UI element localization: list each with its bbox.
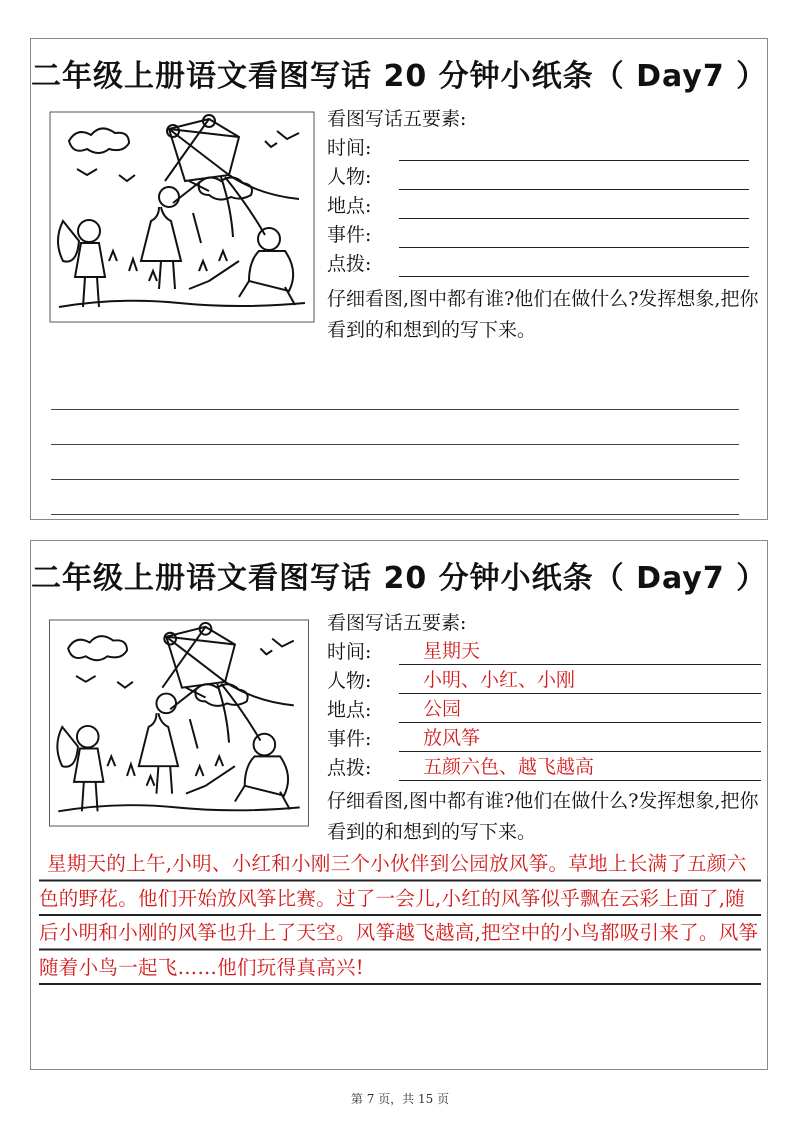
worksheet-title: 二年级上册语文看图写话 20 分钟小纸条（ Day7 ） [31, 59, 768, 94]
field-people[interactable] [327, 667, 576, 696]
field-label: 时间: [327, 137, 372, 159]
kite-flying-illustration [49, 111, 315, 323]
field-label: 地点: [327, 195, 372, 217]
field-place[interactable] [327, 696, 466, 725]
answer-line [399, 218, 749, 219]
kite-flying-illustration [45, 619, 313, 827]
field-value: 小明、小红、小刚 [423, 669, 576, 691]
writing-prompt: 仔细看图,图中都有谁?他们在做什么?发挥想象,把你看到的和想到的写下来。 [327, 288, 759, 341]
field-place[interactable] [327, 192, 466, 221]
elements-heading: 看图写话五要素: [327, 612, 467, 634]
page-number: 第 7 页，共 15 页 [350, 1092, 450, 1106]
writing-prompt: 仔细看图,图中都有谁?他们在做什么?发挥想象,把你看到的和想到的写下来。 [327, 790, 759, 843]
writing-line [51, 480, 739, 515]
answer-line [399, 247, 749, 248]
field-label: 点拨: [327, 757, 372, 779]
illustration-svg [49, 111, 315, 323]
field-label: 地点: [327, 699, 372, 721]
writing-line [51, 410, 739, 445]
field-hint[interactable] [327, 250, 466, 279]
sample-essay: 星期天的上午,小明、小红和小刚三个小伙伴到公园放风筝。草地上长满了五颜六色的野花。他们开始放风筝比赛。过了一会儿,小红的风筝似乎飘在云彩上面了,随后小明和小刚的风筝也升上了天空。风筝越飞越高,把空中的小鸟都吸引来了。风筝随着小鸟一起飞……他们玩得真高兴! [39, 847, 761, 985]
field-value: 公园 [423, 698, 462, 720]
field-label: 事件: [327, 728, 372, 750]
field-value: 五颜六色、越飞越高 [423, 756, 595, 778]
five-elements-form [327, 609, 595, 783]
field-event[interactable] [327, 725, 481, 754]
field-label: 时间: [327, 641, 372, 663]
worksheet-title: 二年级上册语文看图写话 20 分钟小纸条（ Day7 ） [31, 561, 768, 596]
answer-line [399, 189, 749, 190]
field-label: 人物: [327, 670, 372, 692]
field-label: 事件: [327, 224, 372, 246]
field-people[interactable] [327, 163, 466, 192]
field-time[interactable] [327, 134, 466, 163]
five-elements-form [327, 105, 466, 279]
field-event[interactable] [327, 221, 466, 250]
field-hint[interactable] [327, 754, 595, 783]
writing-line [51, 445, 739, 480]
worksheet-card-answered [30, 540, 768, 1070]
answer-line [399, 276, 749, 277]
answer-line [399, 160, 749, 161]
elements-heading: 看图写话五要素: [327, 108, 467, 130]
field-value: 星期天 [423, 640, 481, 662]
field-time[interactable] [327, 638, 481, 667]
worksheet-card-blank [30, 38, 768, 520]
writing-line [51, 375, 739, 410]
field-label: 人物: [327, 166, 372, 188]
field-label: 点拨: [327, 253, 372, 275]
writing-area[interactable] [51, 375, 739, 515]
illustration-svg [45, 619, 313, 827]
field-value: 放风筝 [423, 727, 481, 749]
